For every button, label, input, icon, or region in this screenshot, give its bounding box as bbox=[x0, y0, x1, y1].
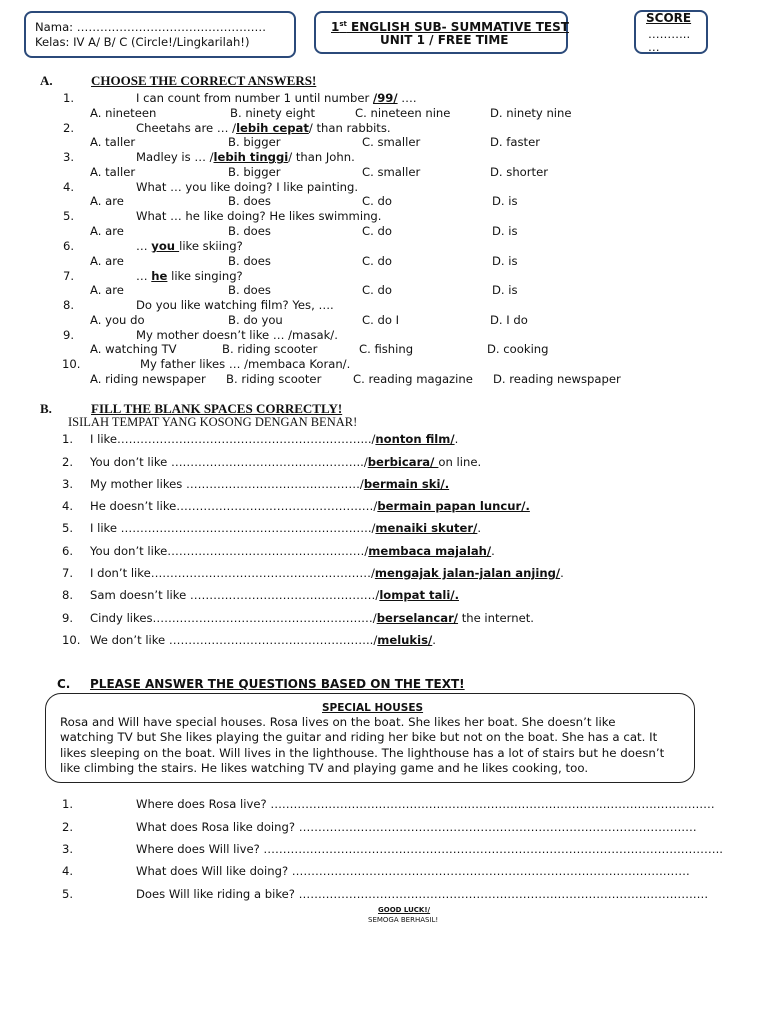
option-d: D. is bbox=[492, 283, 518, 298]
fill-item-hint: lompat tali/. bbox=[379, 588, 459, 602]
fill-item-number: 5. bbox=[62, 521, 74, 535]
fill-item-number: 3. bbox=[62, 477, 74, 491]
option-d: D. shorter bbox=[490, 164, 548, 179]
fill-item-text bbox=[90, 432, 458, 446]
score-label: SCORE bbox=[646, 11, 692, 25]
option-a: A. taller bbox=[90, 164, 136, 179]
fill-item-number: 6. bbox=[62, 544, 74, 558]
question-text-pre: What … you like doing? I like painting. bbox=[136, 179, 359, 194]
question-number: 1. bbox=[63, 91, 75, 105]
title-rest: ENGLISH SUB- SUMMATIVE TEST bbox=[346, 20, 569, 34]
question-keyword: you bbox=[151, 239, 180, 253]
question-text-pre: What … he like doing? He likes swimming. bbox=[136, 209, 382, 224]
option-d: D. is bbox=[492, 253, 518, 268]
question-text-post: like singing? bbox=[167, 268, 243, 283]
option-a: A. you do bbox=[90, 312, 145, 327]
fill-item-suffix: . bbox=[491, 544, 495, 558]
question-number: 5. bbox=[63, 209, 75, 224]
fill-item-hint: menaiki skuter/ bbox=[375, 521, 478, 535]
option-c: C. smaller bbox=[362, 164, 421, 179]
option-d: D. is bbox=[492, 223, 518, 238]
option-d: D. is bbox=[492, 194, 518, 209]
test-title bbox=[331, 17, 569, 34]
question-number: 4. bbox=[63, 179, 75, 194]
question-keyword: he bbox=[151, 268, 168, 283]
option-c: C. fishing bbox=[359, 342, 414, 357]
class-line: Kelas: IV A/ B/ C (Circle!/Lingkarilah!) bbox=[35, 35, 250, 49]
question-number: 8. bbox=[63, 298, 75, 313]
fill-item-hint: mengajak jalan-jalan anjing/ bbox=[374, 566, 561, 580]
fill-item-prompt: I like……………………………………………………….../ bbox=[90, 432, 376, 446]
reading-text-line: like climbing the stairs. He likes watching TV and playing game and he likes cooking, too. bbox=[60, 760, 589, 775]
question-text-post: / than John. bbox=[288, 150, 355, 165]
option-d: D. reading newspaper bbox=[493, 371, 621, 386]
fill-item-text bbox=[90, 588, 459, 602]
fill-item-text bbox=[90, 455, 481, 469]
fill-item-number: 2. bbox=[62, 455, 74, 469]
option-b: B. does bbox=[228, 194, 271, 209]
section-b-title: FILL THE BLANK SPACES CORRECTLY! bbox=[91, 401, 343, 416]
reading-text-title: SPECIAL HOUSES bbox=[322, 702, 424, 714]
fill-item-text bbox=[90, 633, 436, 647]
comprehension-number: 5. bbox=[62, 887, 74, 901]
fill-item-number: 7. bbox=[62, 566, 74, 580]
section-a-letter: A. bbox=[40, 73, 53, 88]
option-a: A. are bbox=[90, 194, 124, 209]
option-b: B. does bbox=[228, 253, 271, 268]
question-text-pre: My mother doesn’t like … /masak/. bbox=[136, 327, 338, 342]
fill-item-prompt: Sam doesn’t like …………………………………………/ bbox=[90, 588, 380, 602]
fill-item-prompt: Cindy likes…………………………………………………/ bbox=[90, 611, 377, 625]
option-a: A. watching TV bbox=[90, 342, 177, 357]
question-text bbox=[136, 180, 358, 194]
option-a: A. are bbox=[90, 223, 124, 238]
fill-item-suffix: on line. bbox=[438, 455, 482, 469]
section-b-letter: B. bbox=[40, 401, 52, 416]
comprehension-number: 3. bbox=[62, 842, 74, 856]
fill-item-suffix: the internet. bbox=[458, 611, 534, 625]
footer-semoga: SEMOGA BERHASIL! bbox=[368, 916, 439, 924]
question-text bbox=[136, 150, 355, 164]
comprehension-number: 4. bbox=[62, 864, 74, 878]
fill-item-number: 9. bbox=[62, 611, 74, 625]
question-text-pre: … bbox=[136, 268, 152, 283]
fill-item-suffix: . bbox=[454, 432, 459, 446]
fill-item-hint: bermain papan luncur/. bbox=[377, 499, 530, 513]
option-b: B. do you bbox=[228, 312, 283, 327]
option-a: A. are bbox=[90, 253, 124, 268]
comprehension-number: 2. bbox=[62, 820, 74, 834]
comprehension-question: Where does Rosa live? ……………………………………………………………………………………………………. bbox=[136, 797, 715, 811]
question-number: 6. bbox=[63, 239, 75, 253]
option-a: A. riding newspaper bbox=[90, 371, 206, 386]
comprehension-question: What does Rosa like doing? …………………………………………………………………………………………. bbox=[136, 820, 697, 834]
reading-text-line: watching TV but She likes playing the guitar and riding her bike but not on the boat. She has a cat. It bbox=[60, 730, 658, 745]
option-b: B. riding scooter bbox=[222, 342, 318, 357]
fill-item-number: 4. bbox=[62, 499, 74, 513]
comprehension-question: Does Will like riding a bike? ……………………………………………………………………………………………. bbox=[136, 887, 709, 901]
section-b-subtitle: ISILAH TEMPAT YANG KOSONG DENGAN BENAR! bbox=[68, 415, 358, 429]
name-line: Nama: …………………………………………. bbox=[35, 20, 266, 34]
question-text-post: / than rabbits. bbox=[308, 120, 391, 135]
fill-item-suffix: . bbox=[432, 633, 436, 647]
reading-text-line: likes sleeping on the boat. Will lives in the lighthouse. The lighthouse has a lot of stairs but he doesn’t bbox=[60, 745, 665, 760]
fill-item-prompt: I like ………………………………………………………../ bbox=[90, 521, 376, 535]
option-d: D. I do bbox=[490, 312, 528, 327]
question-number: 3. bbox=[63, 150, 75, 165]
fill-item-text bbox=[90, 611, 534, 625]
title-number: 1 bbox=[331, 20, 340, 34]
question-text-pre: Madley is … / bbox=[136, 150, 214, 165]
question-number: 9. bbox=[63, 327, 75, 342]
question-keyword: lebih tinggi bbox=[213, 150, 289, 165]
reading-text-line: Rosa and Will have special houses. Rosa lives on the boat. She likes her boat. She doesn’t like bbox=[60, 715, 616, 729]
fill-item-prompt: He doesn’t like……………………………………………/ bbox=[90, 499, 378, 513]
option-c: C. do I bbox=[362, 312, 400, 327]
fill-item-text bbox=[90, 566, 564, 580]
question-text-pre: … bbox=[136, 239, 152, 253]
fill-item-text bbox=[90, 544, 495, 558]
question-text-post: …. bbox=[397, 91, 417, 105]
option-b: B. bigger bbox=[228, 164, 281, 179]
option-b: B. riding scooter bbox=[226, 371, 322, 386]
option-c: C. do bbox=[362, 283, 392, 298]
score-dots-2: … bbox=[648, 40, 660, 54]
question-text bbox=[140, 357, 350, 371]
fill-item-hint: melukis/ bbox=[377, 633, 433, 647]
comprehension-question: What does Will like doing? …………………………………………………………………………………………. bbox=[136, 864, 690, 878]
fill-item-hint: berbicara/ bbox=[367, 455, 439, 469]
question-text-pre: Cheetahs are … / bbox=[136, 120, 237, 135]
fill-item-prompt: You don’t like …………………………………………../ bbox=[90, 455, 368, 469]
fill-item-text bbox=[90, 499, 530, 513]
fill-item-number: 1. bbox=[62, 432, 74, 446]
option-c: C. do bbox=[362, 223, 392, 238]
option-b: B. does bbox=[228, 223, 271, 238]
fill-item-hint: bermain ski/. bbox=[363, 477, 450, 491]
option-a: A. nineteen bbox=[90, 105, 157, 120]
fill-item-prompt: My mother likes ………………………………………/ bbox=[90, 477, 364, 491]
question-number: 2. bbox=[63, 120, 75, 135]
option-d: D. faster bbox=[490, 135, 540, 150]
option-c: C. reading magazine bbox=[353, 371, 473, 386]
comprehension-number: 1. bbox=[62, 797, 74, 811]
question-text bbox=[136, 209, 381, 223]
option-c: C. do bbox=[362, 253, 392, 268]
fill-item-prompt: I don’t like…………………………………………………/ bbox=[90, 566, 375, 580]
question-keyword: lebih cepat bbox=[236, 120, 309, 135]
option-b: B. bigger bbox=[228, 135, 281, 150]
question-text bbox=[136, 269, 243, 283]
question-text-pre: My father likes … /membaca Koran/. bbox=[140, 357, 351, 372]
option-d: D. ninety nine bbox=[490, 105, 572, 120]
comprehension-question: Where does Will live? ……………………………………………………………………………………………………….. bbox=[136, 842, 723, 856]
section-c-title: PLEASE ANSWER THE QUESTIONS BASED ON THE TEXT! bbox=[90, 677, 465, 691]
option-b: B. ninety eight bbox=[230, 105, 316, 120]
section-a-title: CHOOSE THE CORRECT ANSWERS! bbox=[91, 73, 317, 88]
fill-item-prompt: We don’t like ……………………………………………../ bbox=[90, 633, 378, 647]
question-text bbox=[136, 328, 338, 342]
fill-item-hint: nonton film/ bbox=[375, 432, 455, 446]
title-sup: st bbox=[339, 20, 347, 28]
option-a: A. taller bbox=[90, 135, 136, 150]
option-c: C. do bbox=[362, 194, 392, 209]
section-c-letter: C. bbox=[57, 677, 71, 691]
question-text-pre: I can count from number 1 until number bbox=[136, 91, 373, 105]
question-text-post: like skiing? bbox=[179, 239, 243, 253]
fill-item-text bbox=[90, 477, 449, 491]
test-subtitle: UNIT 1 / FREE TIME bbox=[380, 33, 509, 47]
question-number: 7. bbox=[63, 268, 75, 283]
fill-item-number: 10. bbox=[62, 633, 81, 647]
question-text bbox=[136, 91, 417, 105]
question-text bbox=[136, 298, 334, 312]
option-d: D. cooking bbox=[487, 342, 549, 357]
question-number: 10. bbox=[62, 357, 81, 372]
option-a: A. are bbox=[90, 283, 124, 298]
fill-item-text bbox=[90, 521, 481, 535]
option-b: B. does bbox=[228, 283, 271, 298]
question-text-pre: Do you like watching film? Yes, …. bbox=[136, 298, 334, 313]
fill-item-number: 8. bbox=[62, 588, 74, 602]
footer-good-luck: GOOD LUCK!/ bbox=[378, 906, 431, 914]
score-dots: ……….. bbox=[648, 27, 691, 41]
question-keyword: /99/ bbox=[372, 91, 398, 105]
fill-item-hint: berselancar/ bbox=[376, 611, 459, 625]
option-c: C. nineteen nine bbox=[355, 105, 451, 120]
fill-item-hint: membaca majalah/ bbox=[368, 544, 492, 558]
question-text bbox=[136, 239, 243, 253]
option-c: C. smaller bbox=[362, 135, 421, 150]
fill-item-prompt: You don’t like……………………………………………/ bbox=[90, 544, 369, 558]
fill-item-suffix: . bbox=[560, 566, 564, 580]
fill-item-suffix: . bbox=[477, 521, 482, 535]
question-text bbox=[136, 121, 391, 135]
